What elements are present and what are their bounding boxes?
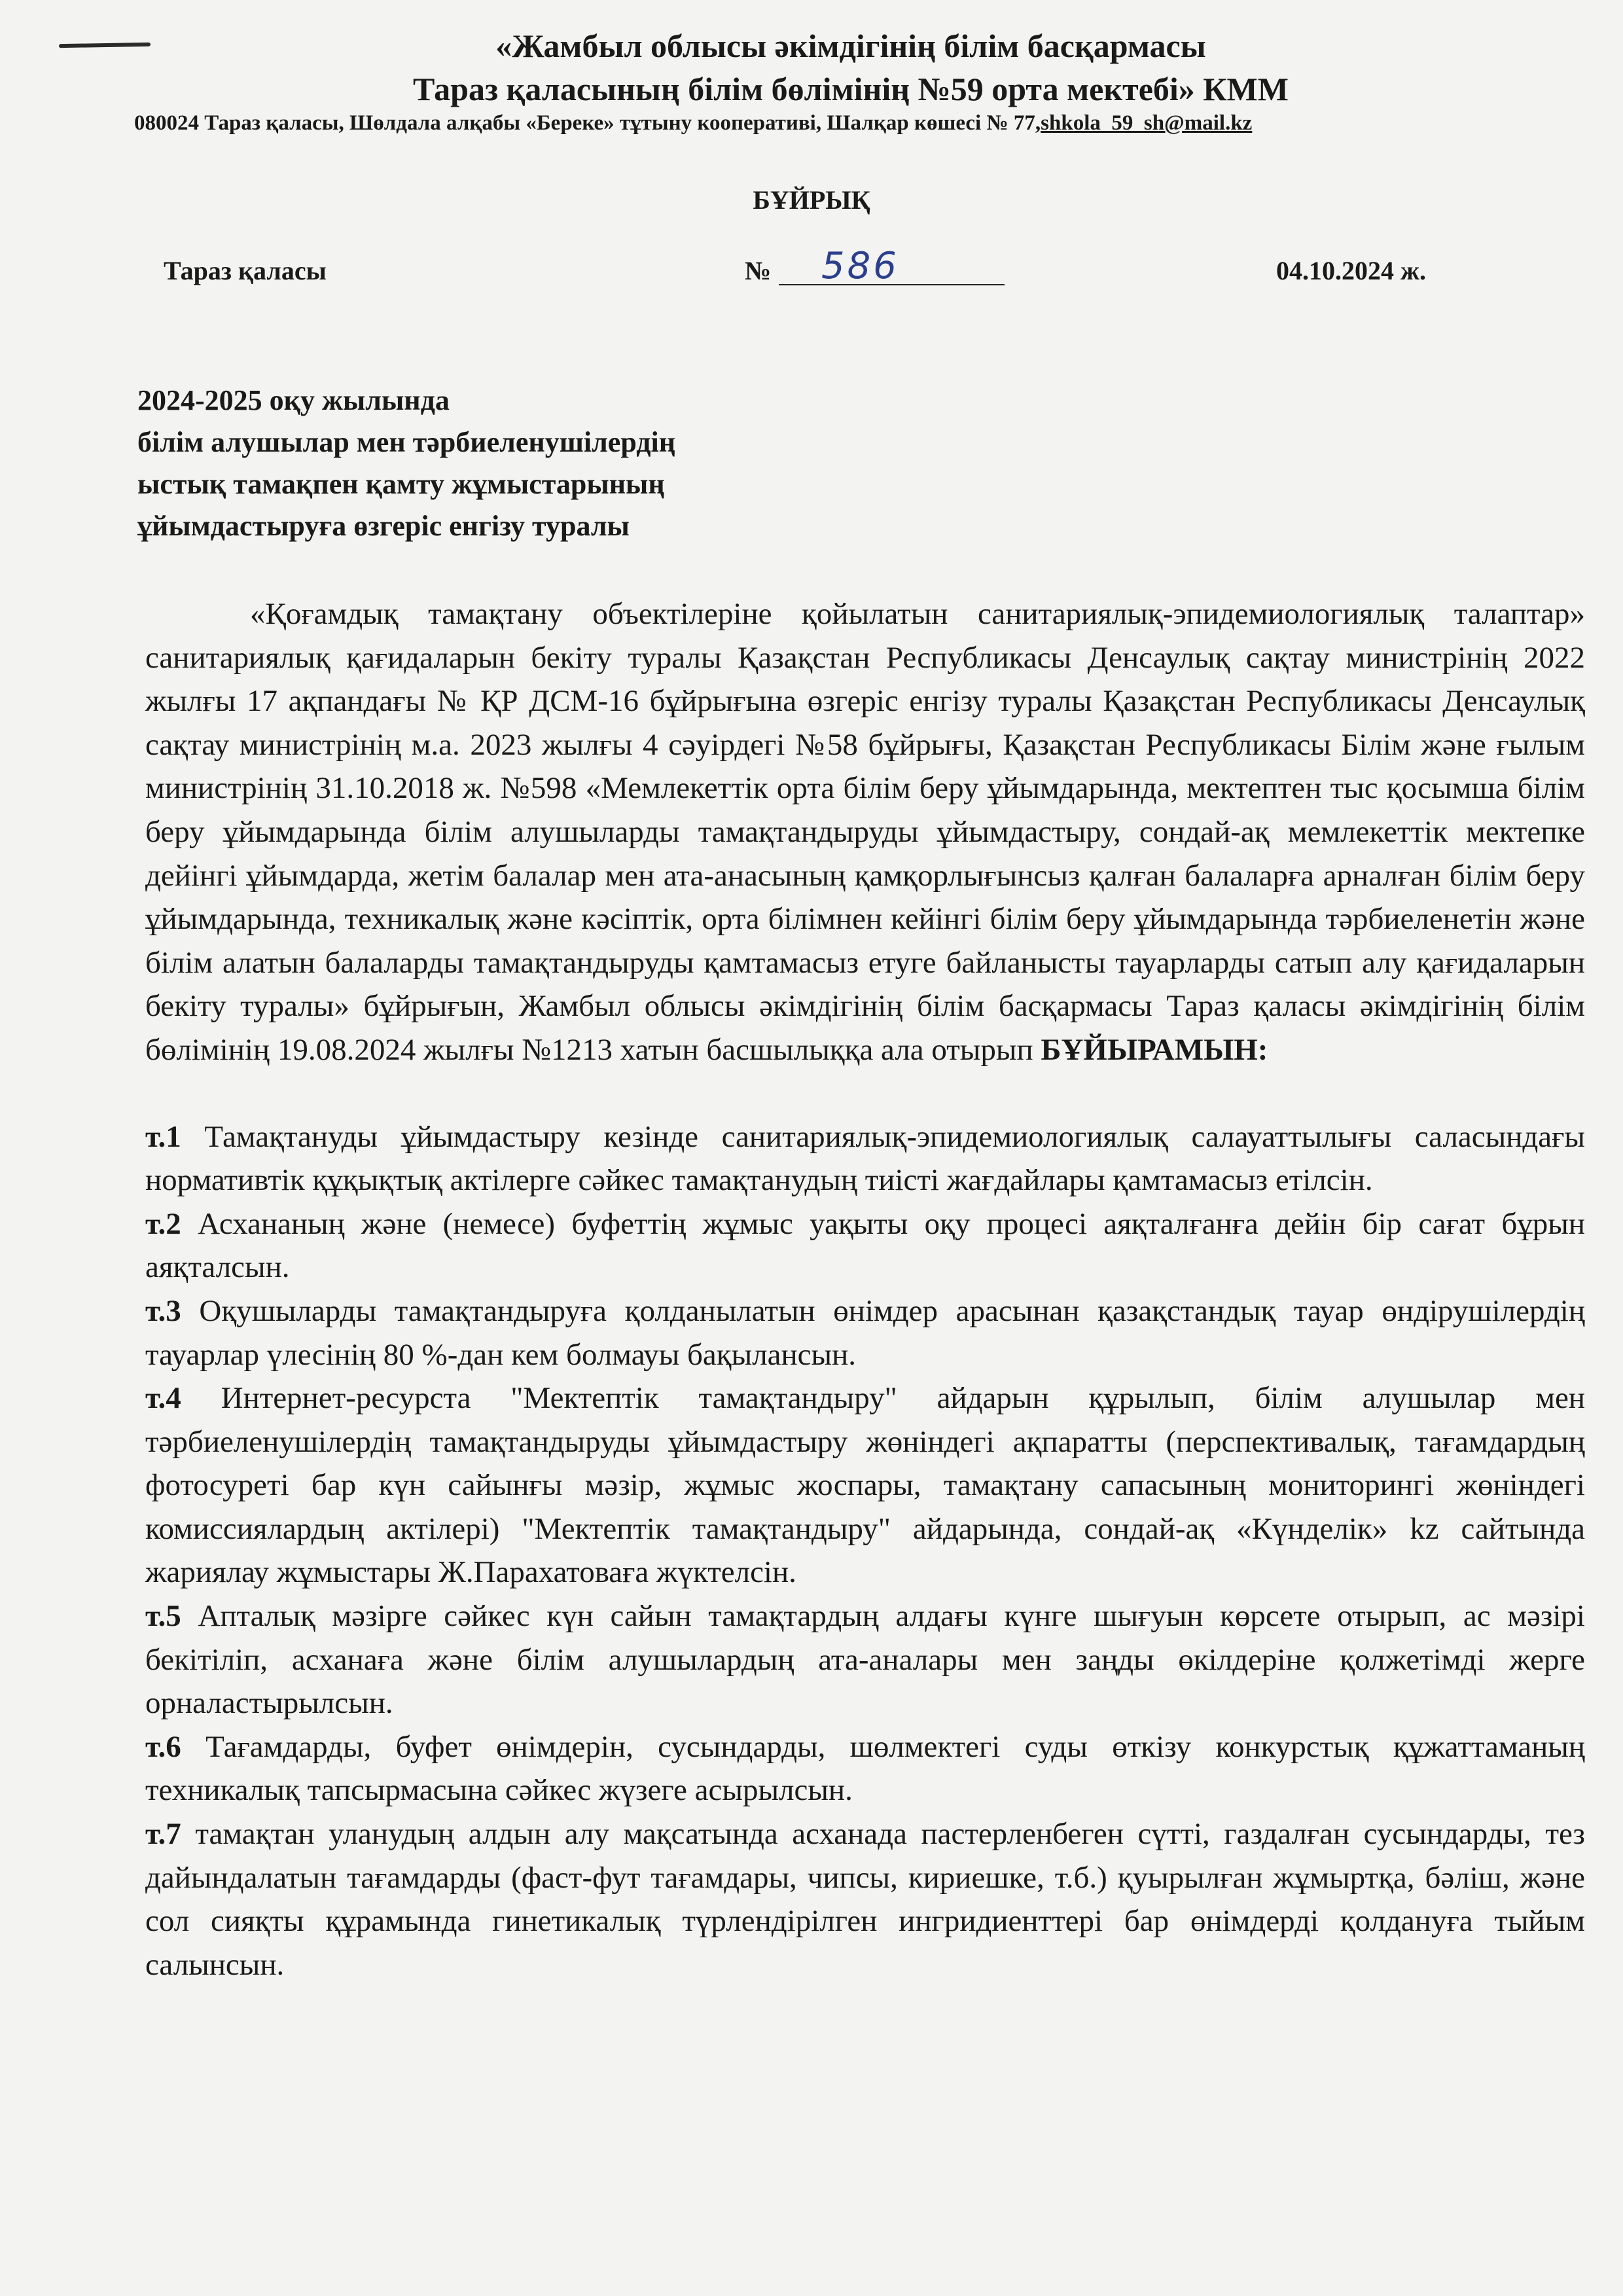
title-line: білім алушылар мен тәрбиеленушілердің xyxy=(137,426,676,458)
preamble-text: «Қоғамдық тамақтану объектілеріне қойылатын санитариялық-эпидемиологиялық талаптар» санитариялық қағидаларын бекіту туралы Қазақстан Республикасы Денсаулық сақтау министрінің 2022 жылғы 17 ақпандағы № ҚР ДСМ-16 бұйрығына өзгеріс енгізу туралы Қазақстан Республикасы Денсаулық сақтау министрінің м.а. 2023 жылғы 4 сәуірдегі №58 бұйрығы, Қазақстан Республикасы Білім және ғылым министрінің 31.10.2018 ж. №598 «Мемлекеттік орта білім беру ұйымдарында, мектептен тыс қосымша білім беру ұйымдарында білім алушыларды тамақтандыруды ұйымдастыру, сондай-ақ мемлекеттік мектепке дейінгі ұйымдарда, жетім балалар мен ата-анасының қамқорлығынсыз қалған балаларға арналған білім беру ұйымдарында, техникалық және кәсіптік, орта білімнен кейінгі білім беру ұйымдарында тәрбиеленетін және білім алатын балаларды тамақтандыруды қамтамасыз етуге байланысты тауарларды сатып алу қағидаларын бекіту туралы» бұйрығын, Жамбыл облысы әкімдігінің білім басқармасы Тараз қаласы әкімдігінің білім бөлімінің 19.08.2024 жылғы №1213 хатын басшылыққа ала отырып xyxy=(145,597,1585,1067)
order-number-handwritten: 586 xyxy=(821,245,899,287)
preamble xyxy=(145,592,1585,1072)
order-item-3 xyxy=(145,1289,1585,1376)
city: Тараз қаласы xyxy=(164,256,327,285)
address-text: 080024 Тараз қаласы, Шөлдала алқабы «Береке» тұтыну кооперативі, Шалқар көшесі № 77, xyxy=(134,111,1041,135)
order-meta xyxy=(164,245,1472,295)
item-label: т.1 xyxy=(145,1119,181,1154)
order-body xyxy=(145,592,1585,1986)
order-date: 04.10.2024 ж. xyxy=(1276,256,1427,285)
command-word: БҰЙЫРАМЫН: xyxy=(1041,1032,1268,1067)
order-item-6 xyxy=(145,1725,1585,1812)
order-number-label: № xyxy=(745,256,772,285)
order-item-4 xyxy=(145,1376,1585,1594)
item-label: т.7 xyxy=(145,1817,181,1852)
email-link[interactable]: shkola_59_sh@mail.kz xyxy=(1041,111,1253,135)
item-label: т.5 xyxy=(145,1599,181,1634)
item-text: Тағамдарды, буфет өнімдерін, сусындарды, шөлмектегі суды өткізу конкурстық құжаттаманың техникалық тапсырмасына сәйкес жүзеге асырылсын. xyxy=(145,1729,1585,1808)
org-name-line2: Тараз қаласының білім бөлімінің №59 орта мектебі» КММ xyxy=(413,71,1289,107)
title-line: 2024-2025 оқу жылында xyxy=(137,384,450,416)
item-label: т.3 xyxy=(145,1293,181,1328)
item-text: Апталық мәзірге сәйкес күн сайын тамақтардың алдағы күнге шығуын көрсете отырып, ас мәзірі бекітіліп, асханаға және білім алушылардың ата-аналары мен заңды өкілдеріне қолжетімді жерге орналастырылсын. xyxy=(145,1599,1585,1721)
title-line: ыстық тамақпен қамту жұмыстарының xyxy=(137,468,665,500)
org-name-line1: «Жамбыл облысы әкімдігінің білім басқармасы xyxy=(495,27,1206,64)
order-item-7 xyxy=(145,1812,1585,1986)
order-title xyxy=(137,380,675,547)
item-text: Асхананың және (немесе) буфеттің жұмыс уақыты оқу процесі аяқталғанға дейін бір сағат бұрын аяқталсын. xyxy=(145,1206,1585,1285)
document-type: БҰЙРЫҚ xyxy=(753,185,870,215)
item-label: т.4 xyxy=(145,1381,181,1416)
letterhead xyxy=(131,26,1571,109)
item-text: тамақтан уланудың алдын алу мақсатында асханада пастерленбеген сүтті, газдалған сусындарды, тез дайындалатын тағамдарды (фаст-фут тағамдары, чипсы, кириешке, т.б.) қуырылған жұмыртқа, бәліш, және сол сияқты құрамында гинетикалық түрлендірілген ингридиенттері бар өнімдерді қолдануға тыйым салынсын. xyxy=(145,1817,1585,1982)
title-line: ұйымдастыруға өзгеріс енгізу туралы xyxy=(137,510,630,542)
spacer xyxy=(145,1072,1585,1115)
order-item-5 xyxy=(145,1594,1585,1725)
item-text: Тамақтануды ұйымдастыру кезінде санитариялық-эпидемиологиялық салауаттылығы саласындағы нормативтік құқықтық актілерге сәйкес тамақтанудың тиісті жағдайлары қамтамасыз етілсін. xyxy=(145,1119,1585,1198)
item-label: т.2 xyxy=(145,1206,181,1241)
order-item-2 xyxy=(145,1202,1585,1289)
order-item-1 xyxy=(145,1115,1585,1202)
item-label: т.6 xyxy=(145,1729,181,1764)
item-text: Оқушыларды тамақтандыруға қолданылатын өнімдер арасынан қазақстандық тауар өндірушілердің тауарлар үлесінің 80 %-дан кем болмауы бақылансын. xyxy=(145,1293,1585,1372)
item-text: Интернет-ресурста "Мектептік тамақтандыру" айдарын құрылып, білім алушылар мен тәрбиеленушілердің тамақтандыруды ұйымдастыру жөніндегі ақпаратты (перспективалық, тағамдардың фотосуреті бар күн сайынғы мәзір, жұмыс жоспары, тамақтану сапасының мониторингі жөніндегі комиссиялардың актілері) "Мектептік тамақтандыру" айдарында, сондай-ақ «Күнделік» kz сайтында жариялау жұмыстары Ж.Парахатоваға жүктелсін. xyxy=(145,1381,1585,1590)
address-line xyxy=(134,110,1600,136)
